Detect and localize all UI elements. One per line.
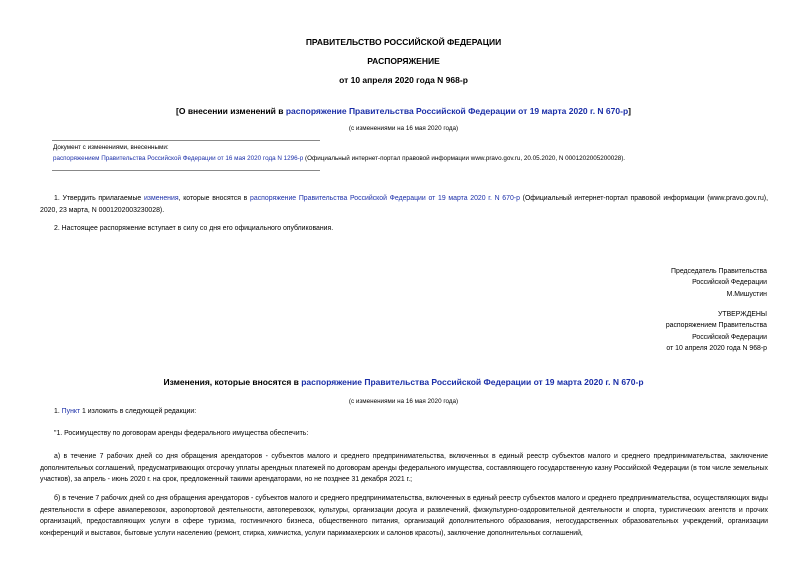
doc-date-number: от 10 апреля 2020 года N 968-р — [339, 75, 468, 85]
item-b-paragraph: б) в течение 7 рабочих дней со дня обращения арендаторов - субъектов малого и среднего предпринимательства, включенных в единый реестр субъектов малого и среднего предпринимательства, осуществляющих виды деятельности в сфере авиаперевозок, аэропортовой деятельности, автоперевозок, культуры, организации досуга и развлечений, физкультурно-оздоровительной деятельности и спорта, туристических агентств и прочих организаций, предоставляющих услуги в сфере туризма, гостиничного бизнеса, общественного питания, организаций дополнительного образования, негосударственных образовательных учреждений, организации конференций и выставок, бытовые услуги населению (ремонт, стирка, химчистка, услуги парикмахерских и салонов красоты), заключение дополнительных соглашений, — [40, 495, 768, 537]
doc-type-heading: РАСПОРЯЖЕНИЕ — [367, 56, 440, 66]
order-670-link[interactable]: распоряжение Правительства Российской Федерации от 19 марта 2020 г. N 670-р — [250, 195, 520, 202]
signature-line-3: М.Мишустин — [726, 290, 767, 298]
approved-line-1: УТВЕРЖДЕНЫ — [718, 311, 767, 318]
signature-line-1: Председатель Правительства — [671, 268, 767, 275]
amendments-bottom-divider — [52, 170, 320, 171]
amendments-label: Документ с изменениями, внесенными: — [53, 144, 169, 151]
paragraph-1-text-a: 1. Утвердить прилагаемые — [54, 195, 144, 202]
item-a-paragraph: а) в течение 7 рабочих дней со дня обращения арендаторов - субъектов малого и среднего предпринимательства, включенных в единый реестр субъектов малого и среднего предпринимательства, заключение дополнительных соглашений, предусматривающих отсрочку уплаты арендных платежей по договорам аренды федерального имущества, составляющего государственную казну Российской Федерации (в том числе земельных участков), за апрель - июнь 2020 г. на срок, предложенный такими арендаторами, но не позднее 31 декабря 2021 г.; — [40, 453, 768, 483]
approved-line-3: Российской Федерации — [692, 333, 767, 341]
signature-line-2: Российской Федерации — [692, 279, 767, 287]
quote-intro: "1. Росимуществу по договорам аренды федерального имущества обеспечить: — [54, 430, 309, 437]
signature-block — [671, 266, 767, 300]
paragraph-1-text-b: , которые вносятся в — [178, 195, 251, 202]
amendments-link[interactable]: распоряжением Правительства Российской Федерации от 16 мая 2020 года N 1296-р — [53, 155, 304, 162]
amendments-entry — [53, 155, 625, 162]
section-2-item-1 — [54, 408, 196, 415]
paragraph-2: 2. Настоящее распоряжение вступает в силу со дня его официального опубликования. — [54, 225, 334, 232]
changes-link[interactable]: изменения — [143, 195, 179, 202]
section-2-changes-note: (с изменениями на 16 мая 2020 года) — [348, 398, 459, 405]
section-2-title-prefix: Изменения, которые вносятся в — [163, 377, 302, 387]
doc-title-prefix: [О внесении изменений в — [176, 106, 286, 116]
section-2-title-link[interactable]: распоряжение Правительства Российской Федерации от 19 марта 2020 г. N 670-р — [301, 377, 644, 387]
paragraph-1-text-c: (Официальный интернет-портал правовой информации (www.pravo.gov.ru), 2020, 23 марта, N 0001202003230028). — [40, 195, 769, 214]
section-2-title — [0, 377, 807, 387]
item-1-rest: 1 изложить в следующей редакции: — [80, 408, 197, 415]
approved-block — [666, 309, 767, 354]
item-1-link[interactable]: Пункт — [61, 408, 81, 415]
doc-title — [0, 106, 807, 116]
amendments-source: (Официальный интернет-портал правовой информации www.pravo.gov.ru, 20.05.2020, N 0001202005200028). — [303, 155, 626, 162]
org-heading: ПРАВИТЕЛЬСТВО РОССИЙСКОЙ ФЕДЕРАЦИИ — [305, 37, 502, 47]
paragraph-1 — [40, 193, 768, 216]
doc-title-link[interactable]: распоряжение Правительства Российской Федерации от 19 марта 2020 г. N 670-р — [285, 106, 629, 116]
amendments-top-divider — [52, 140, 320, 141]
doc-title-suffix: ] — [628, 106, 631, 116]
approved-line-4: от 10 апреля 2020 года N 968-р — [666, 344, 767, 352]
item-1-prefix: 1. — [54, 408, 62, 415]
approved-line-2: распоряжением Правительства — [665, 322, 767, 330]
changes-note: (с изменениями на 16 мая 2020 года) — [348, 125, 459, 132]
